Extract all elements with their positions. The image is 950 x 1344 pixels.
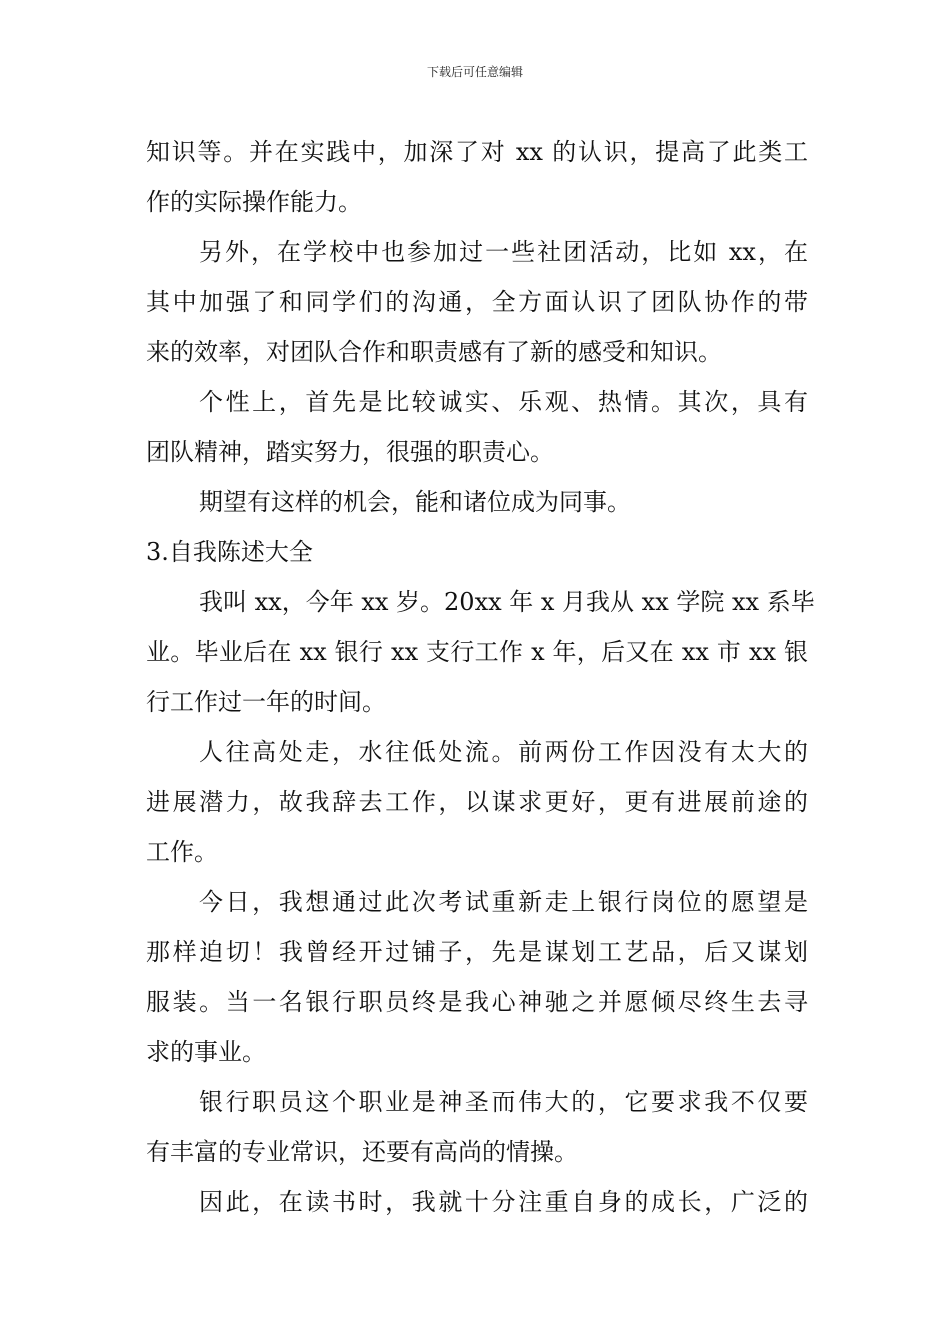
text-line: 银行职员这个职业是神圣而伟大的，它要求我不仅要 [199,1088,808,1116]
text-line: 个性上，首先是比较诚实、乐观、热情。其次，具有 [199,388,808,416]
text-line: 行工作过一年的时间。 [146,688,386,716]
text-line: 有丰富的专业常识，还要有高尚的情操。 [146,1138,578,1166]
text-line: 那样迫切！我曾经开过铺子，先是谋划工艺品，后又谋划 [146,938,808,966]
text-line: 我叫 xx，今年 xx 岁。20xx 年 x 月我从 xx 学院 xx 系毕 [199,588,815,616]
text-line: 业。毕业后在 xx 银行 xx 支行工作 x 年，后又在 xx 市 xx 银 [146,638,808,666]
section-heading [146,527,808,577]
paragraph [146,727,808,877]
text-line: 另外，在学校中也参加过一些社团活动，比如 xx，在 [199,238,808,266]
text-line: 期望有这样的机会，能和诸位成为同事。 [199,488,631,516]
text-line: 作的实际操作能力。 [146,188,362,216]
text-line: 求的事业。 [146,1038,266,1066]
paragraph [146,227,808,377]
text-line: 团队精神，踏实努力，很强的职责心。 [146,438,554,466]
text-line: 人往高处走，水往低处流。前两份工作因没有太大的 [199,738,808,766]
paragraph [146,377,808,477]
paragraph [146,477,808,527]
paragraph [146,1077,808,1177]
text-line: 因此，在读书时，我就十分注重自身的成长，广泛的 [199,1188,808,1216]
text-line: 来的效率，对团队合作和职责感有了新的感受和知识。 [146,338,722,366]
text-line: 今日，我想通过此次考试重新走上银行岗位的愿望是 [199,888,808,916]
document-body [146,127,815,1227]
paragraph [146,577,815,727]
text-line: 工作。 [146,838,218,866]
paragraph [146,1177,808,1227]
text-line: 知识等。并在实践中，加深了对 xx 的认识，提高了此类工 [146,138,808,166]
text-line: 其中加强了和同学们的沟通，全方面认识了团队协作的带 [146,288,808,316]
text-line: 服装。当一名银行职员终是我心神驰之并愿倾尽终生去寻 [146,988,808,1016]
paragraph [146,877,808,1077]
paragraph [146,127,808,227]
page-header: 下载后可任意编辑 [426,65,523,79]
text-line: 3.自我陈述大全 [146,538,313,566]
text-line: 进展潜力，故我辞去工作，以谋求更好，更有进展前途的 [146,788,808,816]
